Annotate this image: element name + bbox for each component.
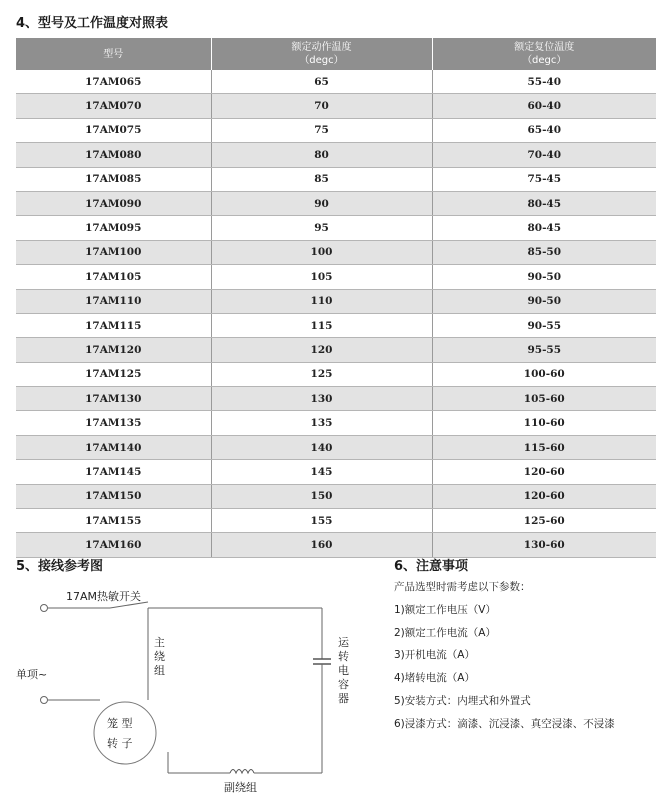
model-cell: 17AM095 <box>16 216 211 240</box>
action-temp-cell: 90 <box>211 191 432 215</box>
table-row <box>16 143 656 167</box>
terminal-bottom <box>41 697 48 704</box>
action-temp-cell: 125 <box>211 362 432 386</box>
reset-temp-cell: 105-60 <box>432 387 656 411</box>
action-temp-cell: 135 <box>211 411 432 435</box>
table-row <box>16 460 656 484</box>
temperature-table <box>16 38 656 558</box>
action-temp-cell: 95 <box>211 216 432 240</box>
action-temp-cell: 80 <box>211 143 432 167</box>
capacitor-char-5: 器 <box>338 692 349 705</box>
table-row <box>16 265 656 289</box>
action-temp-cell: 160 <box>211 533 432 557</box>
section-5-title: 5、接线参考图 <box>16 559 104 574</box>
action-temp-cell: 85 <box>211 167 432 191</box>
reset-temp-cell: 80-45 <box>432 216 656 240</box>
table-header-row <box>16 38 656 70</box>
action-temp-cell: 115 <box>211 313 432 337</box>
action-temp-cell: 120 <box>211 338 432 362</box>
table-row <box>16 533 656 557</box>
capacitor-char-2: 转 <box>338 650 349 663</box>
table-row <box>16 362 656 386</box>
reset-temp-cell: 110-60 <box>432 411 656 435</box>
table-row <box>16 338 656 362</box>
table-row <box>16 167 656 191</box>
reset-temp-cell: 90-50 <box>432 265 656 289</box>
reset-temp-cell: 125-60 <box>432 509 656 533</box>
rotor-circle <box>94 702 156 764</box>
header-action-temp <box>211 38 432 70</box>
table-row <box>16 435 656 459</box>
model-cell: 17AM065 <box>16 70 211 94</box>
action-temp-cell: 130 <box>211 387 432 411</box>
reset-temp-cell: 90-55 <box>432 313 656 337</box>
header-model <box>16 38 211 70</box>
notes-intro: 产品选型时需考虑以下参数： <box>394 581 531 593</box>
note-item-varnish: 6)浸漆方式：滴漆、沉浸漆、真空浸漆、不浸漆 <box>394 717 615 730</box>
model-cell: 17AM140 <box>16 435 211 459</box>
reset-temp-cell: 100-60 <box>432 362 656 386</box>
action-temp-cell: 75 <box>211 118 432 142</box>
model-cell: 17AM080 <box>16 143 211 167</box>
reset-temp-cell: 80-45 <box>432 191 656 215</box>
header-action-unit: （degc） <box>299 55 344 66</box>
note-item-voltage: 1)额定工作电压（V） <box>394 603 496 616</box>
table-row <box>16 118 656 142</box>
reset-temp-cell: 55-40 <box>432 70 656 94</box>
model-cell: 17AM115 <box>16 313 211 337</box>
action-temp-cell: 155 <box>211 509 432 533</box>
main-winding-char-2: 绕 <box>154 650 165 663</box>
action-temp-cell: 150 <box>211 484 432 508</box>
model-cell: 17AM125 <box>16 362 211 386</box>
model-cell: 17AM105 <box>16 265 211 289</box>
single-phase-label: 单项~ <box>16 668 48 681</box>
reset-temp-cell: 130-60 <box>432 533 656 557</box>
table-row <box>16 484 656 508</box>
action-temp-cell: 140 <box>211 435 432 459</box>
model-cell: 17AM100 <box>16 240 211 264</box>
table-row <box>16 313 656 337</box>
header-model-label: 型号 <box>103 48 124 60</box>
reset-temp-cell: 60-40 <box>432 94 656 118</box>
table-row <box>16 509 656 533</box>
action-temp-cell: 105 <box>211 265 432 289</box>
capacitor-char-3: 电 <box>338 664 349 677</box>
capacitor-char-4: 容 <box>338 678 349 691</box>
reset-temp-cell: 120-60 <box>432 484 656 508</box>
note-item-current: 2)额定工作电流（A） <box>394 626 496 639</box>
note-item-mounting: 5)安装方式：内埋式和外置式 <box>394 694 531 707</box>
model-cell: 17AM135 <box>16 411 211 435</box>
reset-temp-cell: 85-50 <box>432 240 656 264</box>
table-row <box>16 216 656 240</box>
reset-temp-cell: 115-60 <box>432 435 656 459</box>
note-item-startup-current: 3)开机电流（A） <box>394 649 475 662</box>
reset-temp-cell: 70-40 <box>432 143 656 167</box>
section-4-title: 4、型号及工作温度对照表 <box>16 16 169 31</box>
header-action-label: 额定动作温度 <box>291 42 352 53</box>
header-reset-label: 额定复位温度 <box>514 42 575 53</box>
model-cell: 17AM155 <box>16 509 211 533</box>
aux-winding-label: 副绕组 <box>224 781 257 794</box>
table-row <box>16 411 656 435</box>
reset-temp-cell: 120-60 <box>432 460 656 484</box>
aux-winding-coil <box>230 770 254 774</box>
action-temp-cell: 100 <box>211 240 432 264</box>
table-row <box>16 191 656 215</box>
model-cell: 17AM145 <box>16 460 211 484</box>
rotor-label-1: 笼 型 <box>107 717 133 730</box>
model-cell: 17AM085 <box>16 167 211 191</box>
table-row <box>16 240 656 264</box>
header-reset-temp <box>432 38 656 70</box>
action-temp-cell: 110 <box>211 289 432 313</box>
action-temp-cell: 70 <box>211 94 432 118</box>
reset-temp-cell: 95-55 <box>432 338 656 362</box>
table-row <box>16 387 656 411</box>
reset-temp-cell: 90-50 <box>432 289 656 313</box>
switch-label: 17AM热敏开关 <box>66 590 142 603</box>
model-cell: 17AM090 <box>16 191 211 215</box>
model-cell: 17AM070 <box>16 94 211 118</box>
table-row <box>16 70 656 94</box>
notes-list <box>394 576 656 736</box>
table-row <box>16 94 656 118</box>
reset-temp-cell: 75-45 <box>432 167 656 191</box>
main-winding-char-1: 主 <box>154 636 165 649</box>
model-cell: 17AM160 <box>16 533 211 557</box>
table-body <box>16 70 656 557</box>
rotor-label-2: 转 子 <box>107 737 133 750</box>
model-cell: 17AM130 <box>16 387 211 411</box>
terminal-top <box>41 605 48 612</box>
reset-temp-cell: 65-40 <box>432 118 656 142</box>
action-temp-cell: 145 <box>211 460 432 484</box>
capacitor-char-1: 运 <box>338 636 349 649</box>
action-temp-cell: 65 <box>211 70 432 94</box>
note-item-locked-rotor-current: 4)堵转电流（A） <box>394 672 475 685</box>
model-cell: 17AM120 <box>16 338 211 362</box>
header-reset-unit: （degc） <box>522 55 567 66</box>
model-cell: 17AM150 <box>16 484 211 508</box>
main-winding-char-3: 组 <box>154 664 165 677</box>
wiring-diagram <box>0 578 380 800</box>
section-6-title: 6、注意事项 <box>394 559 469 574</box>
table-row <box>16 289 656 313</box>
model-cell: 17AM075 <box>16 118 211 142</box>
model-cell: 17AM110 <box>16 289 211 313</box>
